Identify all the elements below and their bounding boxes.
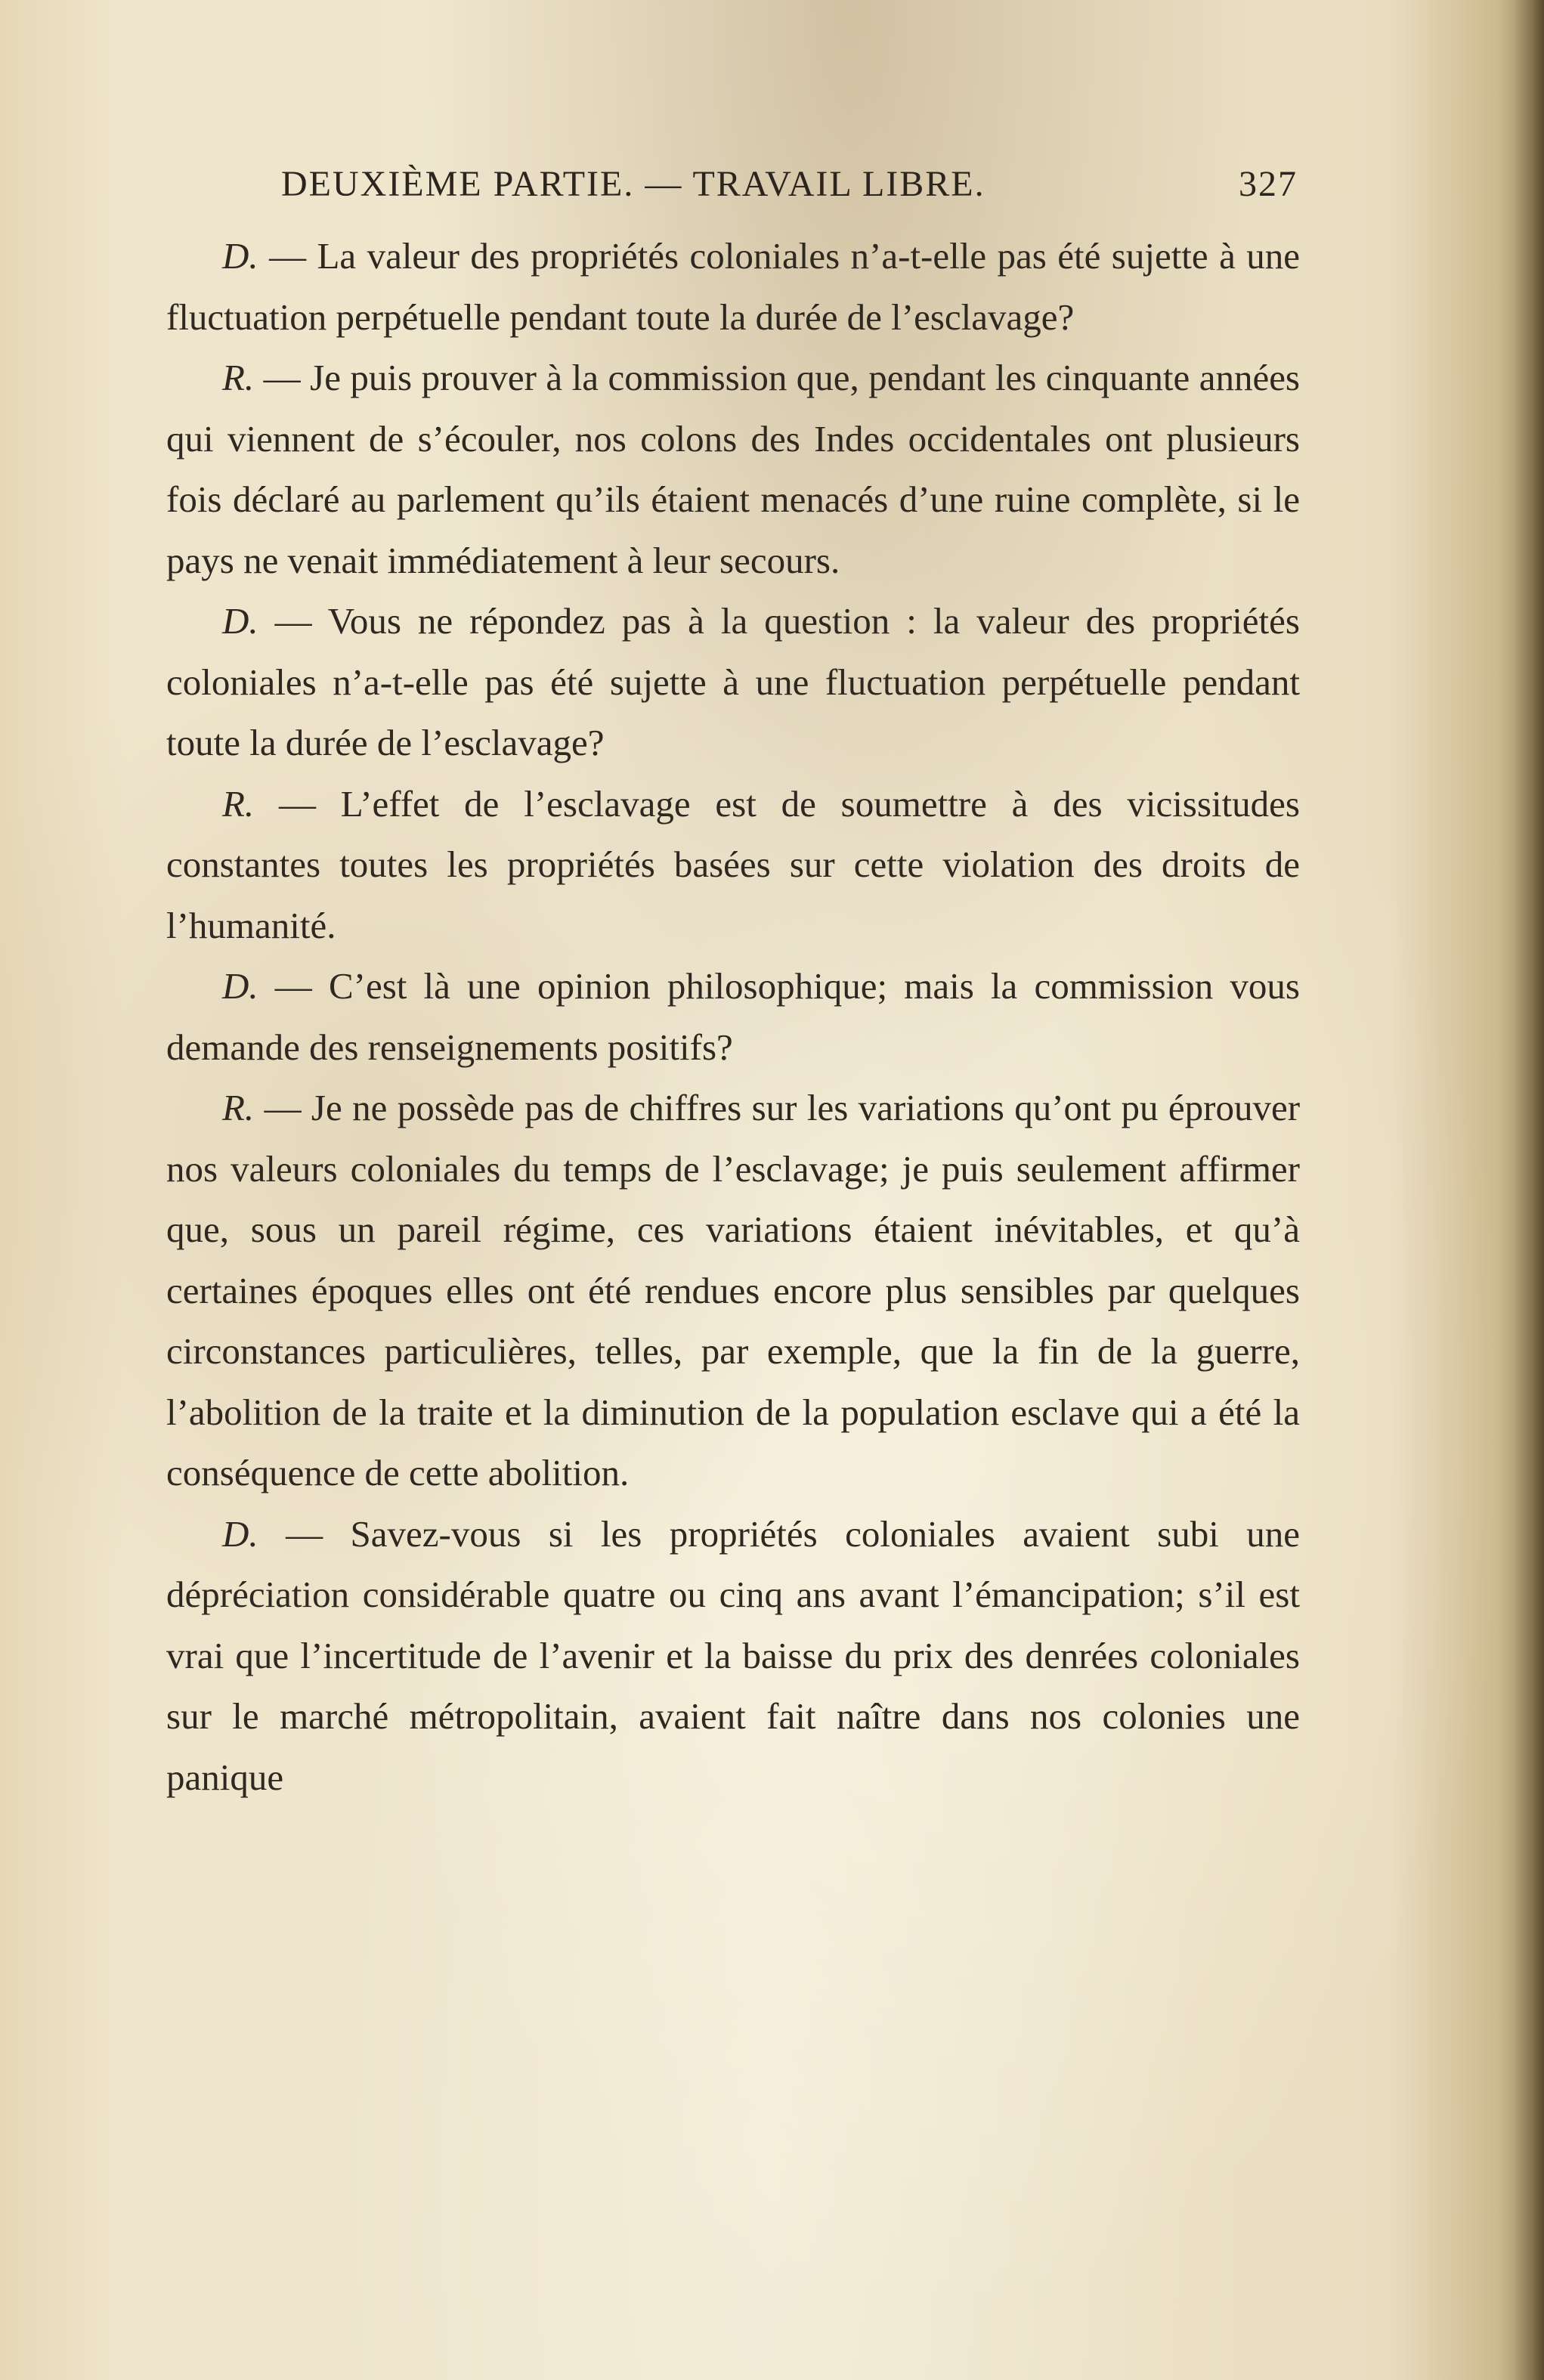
speaker-label: D. [222,1512,258,1555]
dialogue-paragraph [166,1078,1300,1504]
page-number: 327 [1239,164,1298,204]
page-edge-shadow [1514,0,1544,2380]
dialogue-paragraph [166,774,1300,957]
running-head-title: DEUXIÈME PARTIE. — TRAVAIL LIBRE. [281,164,985,204]
body-text [166,226,1300,1808]
dialogue-text: — La valeur des propriétés coloniales n’a-t-elle pas été sujette à une fluctuation perpétuelle pendant toute la durée de l’esclavage? [166,235,1300,338]
speaker-label: D. [222,965,258,1007]
speaker-label: D. [222,235,258,277]
dialogue-text: — Savez-vous si les propriétés coloniales avaient subi une dépréciation considérable quatre ou cinq ans avant l’émancipation; s’il est vrai que l’incertitude de l’avenir et la baisse du prix des denrées coloniales sur le marché métropolitain, avaient fait naître dans nos colonies une panique [166,1512,1300,1798]
dialogue-paragraph [166,591,1300,774]
dialogue-paragraph [166,956,1300,1078]
dialogue-paragraph [166,348,1300,591]
dialogue-text: — Je puis prouver à la commission que, pendant les cinquante années qui viennent de s’écouler, nos colons des Indes occidentales ont plusieurs fois déclaré au parlement qu’ils étaient menacés d’une ruine complète, si le pays ne venait immédiatement à leur secours. [166,357,1301,581]
speaker-label: R. [222,1087,255,1128]
speaker-label: D. [222,600,258,642]
running-head [281,160,1298,209]
speaker-label: R. [222,357,255,398]
speaker-label: R. [222,782,255,825]
dialogue-paragraph [166,1504,1300,1809]
dialogue-text: — Je ne possède pas de chiffres sur les variations qu’ont pu éprouver nos valeurs coloniales du temps de l’esclavage; je puis seulement affirmer que, sous un pareil régime, ces variations étaient inévitables, et qu’à certaines époques elles ont été rendues encore plus sensibles par quelques circonstances particulières, telles, par exemple, que la fin de la guerre, l’abolition de la traite et la diminution de la population esclave qui a été la conséquence de cette abolition. [166,1087,1301,1493]
dialogue-text: — Vous ne répondez pas à la question : la valeur des propriétés coloniales n’a-t-elle pas été sujette à une fluctuation perpétuelle pendant toute la durée de l’esclavage? [166,600,1300,763]
dialogue-text: — C’est là une opinion philosophique; mais la commission vous demande des renseignements positifs? [166,965,1301,1068]
dialogue-paragraph [166,226,1300,348]
dialogue-text: — L’effet de l’esclavage est de soumettre à des vicissitudes constantes toutes les propriétés basées sur cette violation des droits de l’humanité. [166,782,1300,946]
